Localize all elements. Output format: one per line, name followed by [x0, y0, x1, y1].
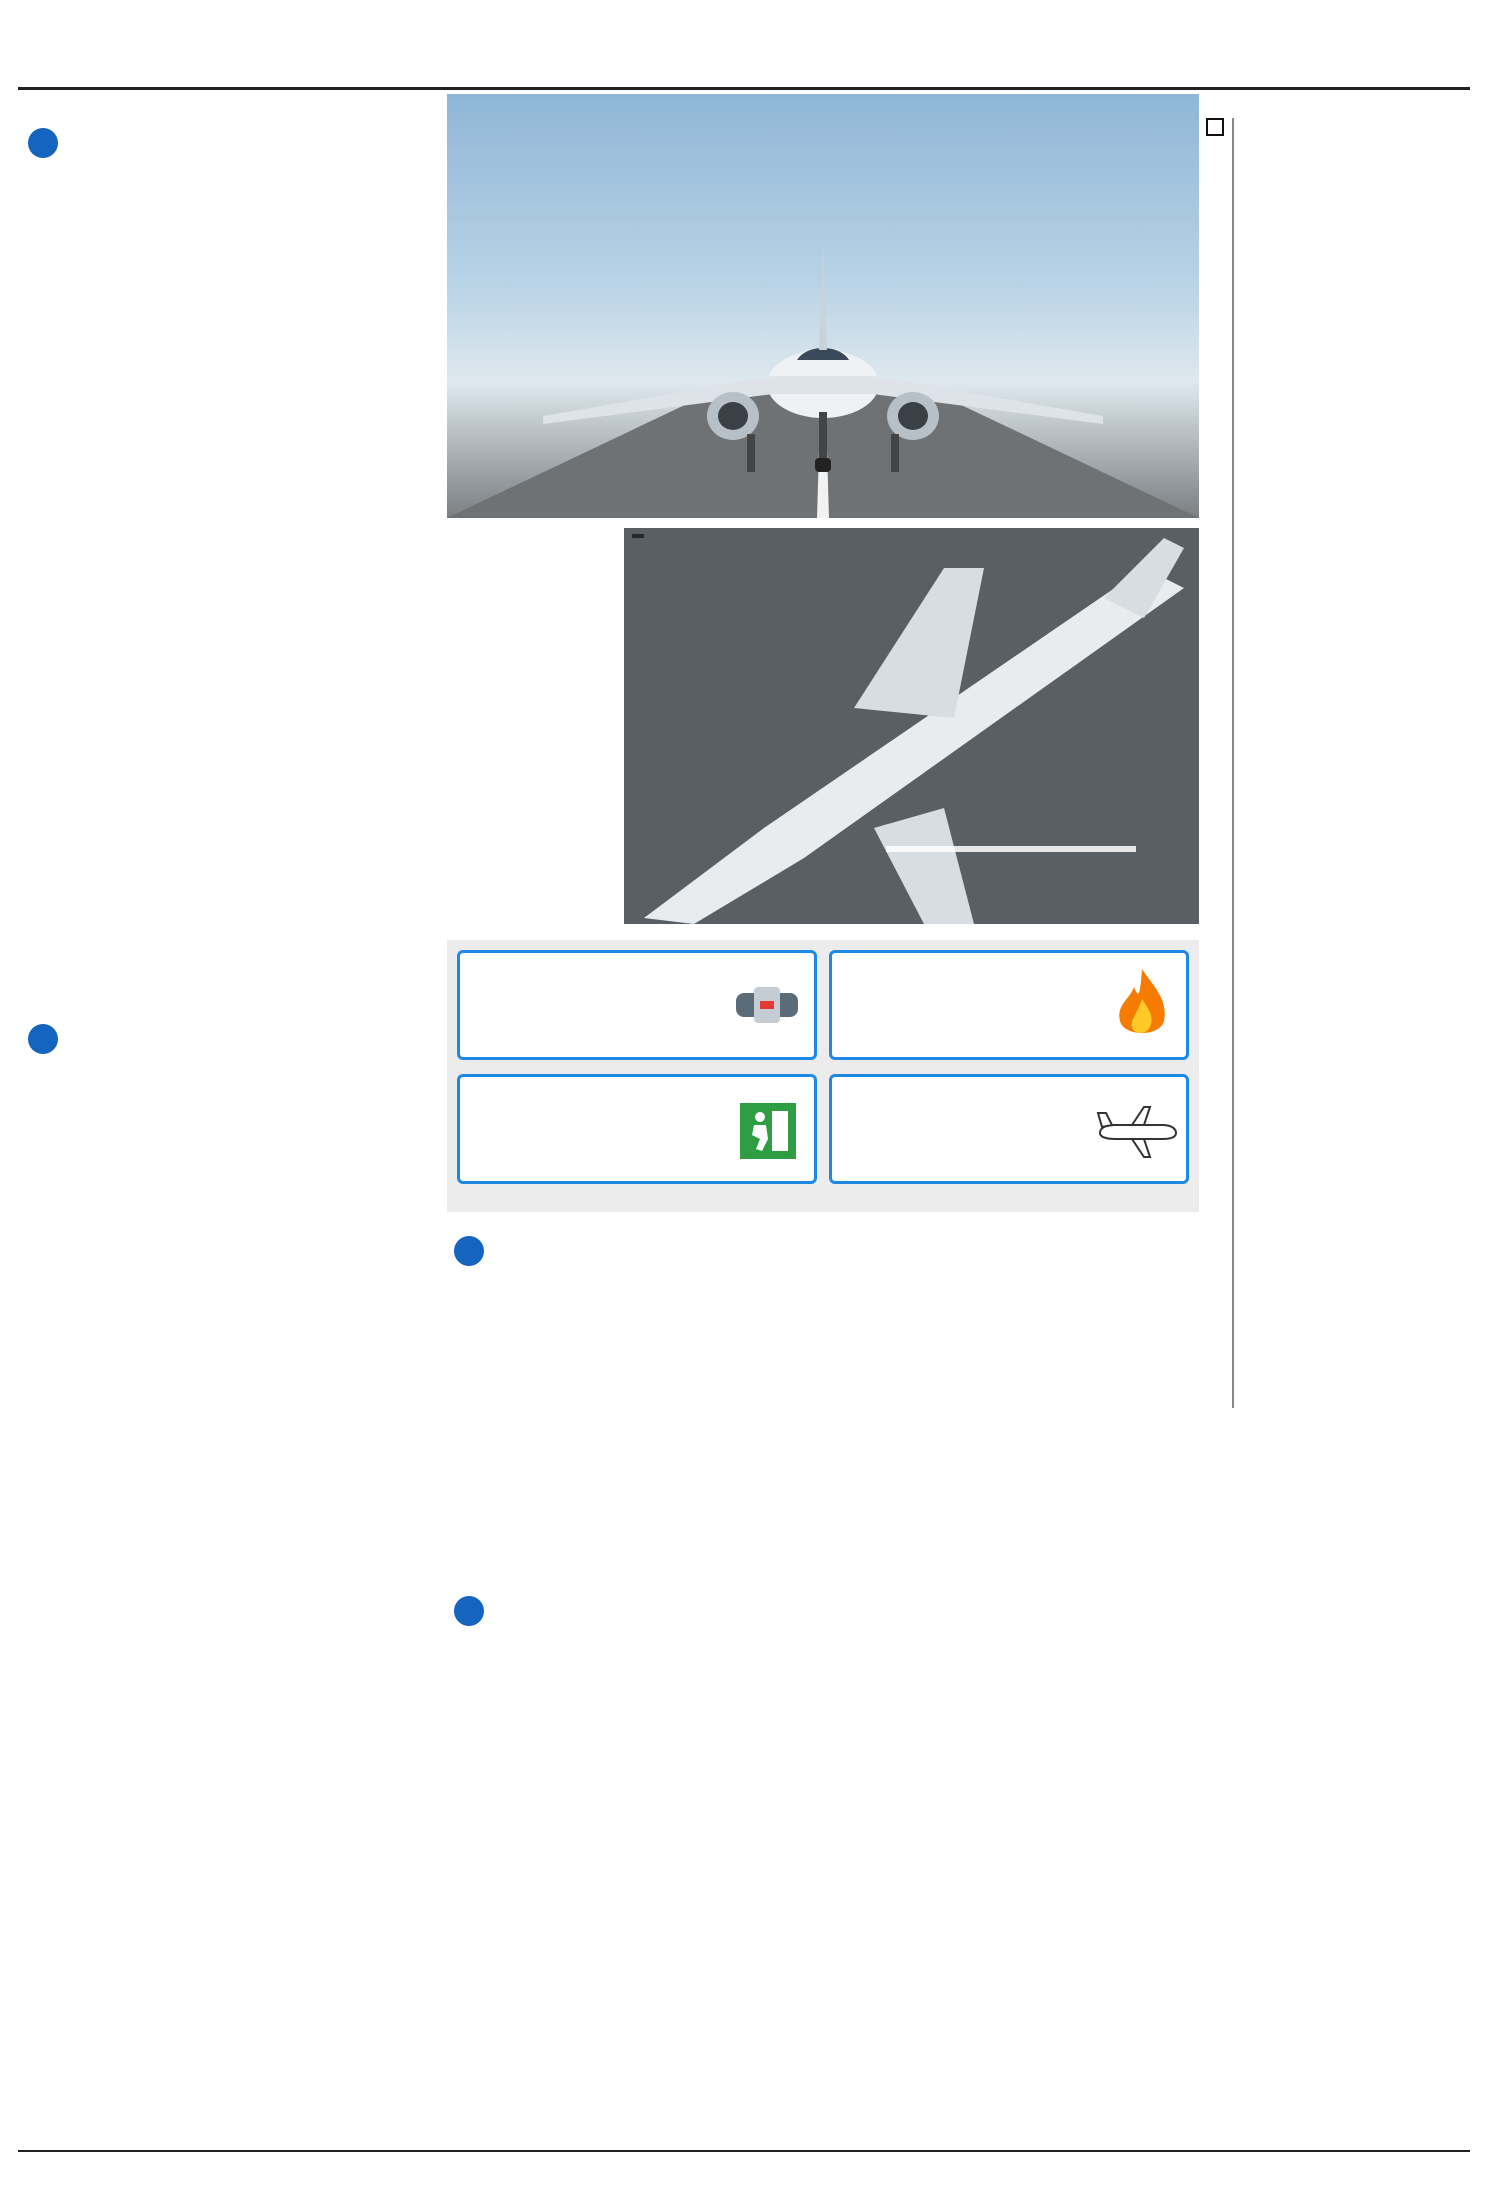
- article-4-number: [454, 1596, 484, 1626]
- article-1-number: [28, 128, 58, 158]
- seat-survival-infographic: [624, 528, 1199, 924]
- tip-fire: [829, 950, 1189, 1060]
- tip-brace-position: [829, 1074, 1189, 1184]
- seatbelt-icon: [732, 971, 802, 1041]
- fire-icon: [1112, 965, 1172, 1045]
- article-2-number: [28, 1024, 58, 1054]
- tip-exit-location: [457, 1074, 817, 1184]
- flight-safety-tips: [447, 940, 1199, 1212]
- lead-text: [447, 528, 622, 923]
- emergency-exit-icon: [738, 1101, 798, 1161]
- sidebar-divider: [1232, 118, 1234, 1408]
- article-3-heading: [454, 1236, 496, 1266]
- airplane-illustration: [447, 94, 1199, 518]
- article-1-heading: [28, 128, 70, 158]
- issue-date: [150, 60, 164, 78]
- infographic-note: [886, 846, 1136, 852]
- page-header: [18, 44, 1470, 90]
- airplane-icon: [1096, 1103, 1178, 1159]
- article-2-heading: [28, 1024, 70, 1054]
- kicker-box-icon: [1206, 118, 1224, 136]
- section-label: [1438, 44, 1470, 91]
- page-footer: [18, 2150, 1470, 2174]
- infographic-title: [632, 534, 644, 538]
- hero-image: [447, 94, 1199, 518]
- article-3-number: [454, 1236, 484, 1266]
- tip-seatbelt: [457, 950, 817, 1060]
- article-4-heading: [454, 1596, 496, 1626]
